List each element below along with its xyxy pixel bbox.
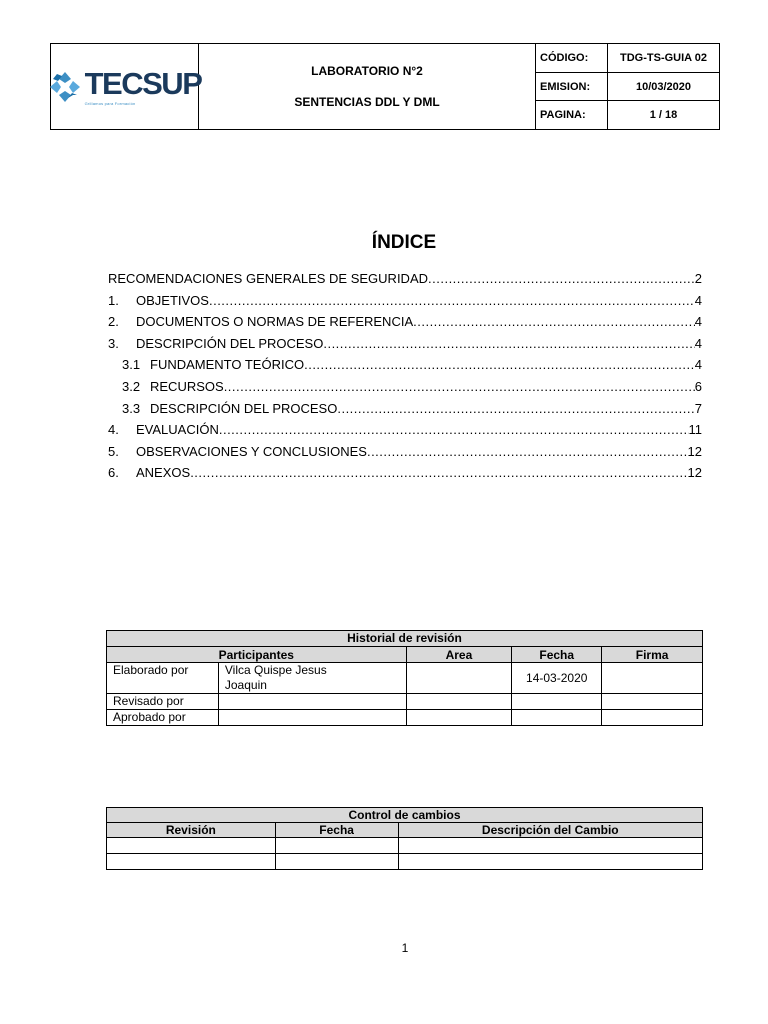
date-cell: 14-03-2020 [512,663,602,694]
toc-entry-label: ANEXOS [136,465,191,481]
date-cell [512,710,602,726]
toc-leader-dots [209,293,695,308]
table-cell [275,838,398,854]
name-line: Vilca Quispe Jesus [224,663,327,677]
toc-entry-number: 3.1 [122,357,141,373]
document-header [50,43,720,130]
table-row [107,694,703,710]
signature-cell [602,663,703,694]
column-header: Fecha [275,823,398,838]
toc-entry-page: 2 [694,271,702,286]
toc-entry-label: DESCRIPCIÓN DEL PROCESO [150,400,338,416]
meta-row-pagina [536,101,719,129]
column-header: Descripción del Cambio [398,823,702,838]
toc-leader-dots [190,465,687,480]
change-control-caption: Control de cambios [107,808,703,823]
tecsup-logo [48,65,202,106]
logo-mark-icon [48,70,82,104]
meta-row-emision [536,73,719,102]
toc-leader-dots [428,271,695,286]
column-header: Participantes [107,647,407,663]
revision-history-table [106,630,703,726]
toc-entry[interactable] [108,357,702,379]
toc-leader-dots [413,314,695,329]
toc-entry-label: OBJETIVOS [136,292,209,308]
table-row [107,854,703,870]
lab-subtitle: SENTENCIAS DDL Y DML [294,95,440,109]
table-cell [107,854,276,870]
change-control-table [106,807,703,870]
column-header: Firma [602,647,703,663]
toc-entry[interactable] [108,314,702,336]
logo-cell [51,44,202,129]
meta-key: CÓDIGO: [536,44,608,72]
table-cell [398,854,702,870]
toc-entry-number: 4. [108,422,119,438]
toc-entry[interactable] [108,422,702,444]
toc-entry-label: DOCUMENTOS O NORMAS DE REFERENCIA [136,314,414,330]
meta-row-codigo [536,44,719,73]
toc-entry-number: 3.3 [122,400,141,416]
toc-entry-page: 12 [687,465,702,481]
area-cell [406,663,512,694]
toc-entry[interactable] [108,379,702,401]
toc-leader-dots [304,357,695,372]
table-cell [398,838,702,854]
toc-entry[interactable] [108,293,702,315]
toc-leader-dots [367,444,688,459]
toc-entry[interactable] [108,444,702,466]
meta-value: TDG-TS-GUIA 02 [620,51,707,64]
meta-value: 10/03/2020 [635,80,692,93]
name-cell [218,694,406,710]
toc-entry-page: 4 [694,314,702,330]
revision-history-caption: Historial de revisión [107,631,703,647]
table-row [107,838,703,854]
column-header: Revisión [107,823,276,838]
logo-wordmark: TECSUP [84,65,202,101]
toc-leader-dots [219,422,689,437]
column-header: Area [406,647,512,663]
header-title-cell [199,44,536,129]
name-line: Joaquin [224,678,267,692]
table-row [107,710,703,726]
toc-leader-dots [224,379,695,394]
toc-leader-dots [323,336,694,351]
logo-tagline: Grillamos para Formación [84,100,136,106]
lab-title: LABORATORIO N°2 [311,64,423,78]
page-number: 1 [401,941,409,955]
toc-entry-page: 6 [694,378,702,394]
toc-entry-page: 4 [694,292,702,308]
toc-entry[interactable] [108,336,702,358]
toc-entry-number: 2. [108,314,119,330]
header-meta [536,44,719,129]
date-cell [512,694,602,710]
toc-entry[interactable] [108,401,702,423]
meta-key: PAGINA: [536,101,608,129]
toc-entry-label: DESCRIPCIÓN DEL PROCESO [136,335,324,351]
signature-cell [602,710,703,726]
signature-cell [602,694,703,710]
table-cell [107,838,276,854]
toc-entry-number: 3. [108,335,119,351]
toc-entry-label: RECOMENDACIONES GENERALES DE SEGURIDAD [108,271,429,286]
toc-entry-page: 12 [687,443,702,459]
name-cell [218,663,406,694]
role-cell: Aprobado por [107,710,219,726]
role-cell: Revisado por [107,694,219,710]
area-cell [406,710,512,726]
toc-entry-number: 5. [108,443,119,459]
toc-entry-page: 4 [694,357,702,373]
index-title: ÍNDICE [371,232,437,253]
table-of-contents [108,271,702,487]
column-header: Fecha [512,647,602,663]
toc-entry-page: 4 [694,335,702,351]
toc-entry-label: OBSERVACIONES Y CONCLUSIONES [136,443,367,459]
toc-entry-page: 11 [688,422,702,438]
toc-entry-label: EVALUACIÓN [136,422,219,438]
toc-entry-page: 7 [694,400,702,416]
toc-entry-number: 6. [108,465,119,481]
toc-entry-number: 1. [108,292,119,308]
table-cell [275,854,398,870]
role-cell: Elaborado por [107,663,219,694]
name-cell [218,710,406,726]
meta-value: 1 / 18 [649,109,678,122]
area-cell [406,694,512,710]
toc-entry-label: RECURSOS [150,378,224,394]
toc-entry[interactable] [108,465,702,487]
table-row [107,663,703,694]
meta-key: EMISION: [536,73,608,101]
toc-entry[interactable] [108,271,702,293]
toc-entry-label: FUNDAMENTO TEÓRICO [150,357,305,373]
toc-leader-dots [337,401,694,416]
toc-entry-number: 3.2 [122,378,141,394]
